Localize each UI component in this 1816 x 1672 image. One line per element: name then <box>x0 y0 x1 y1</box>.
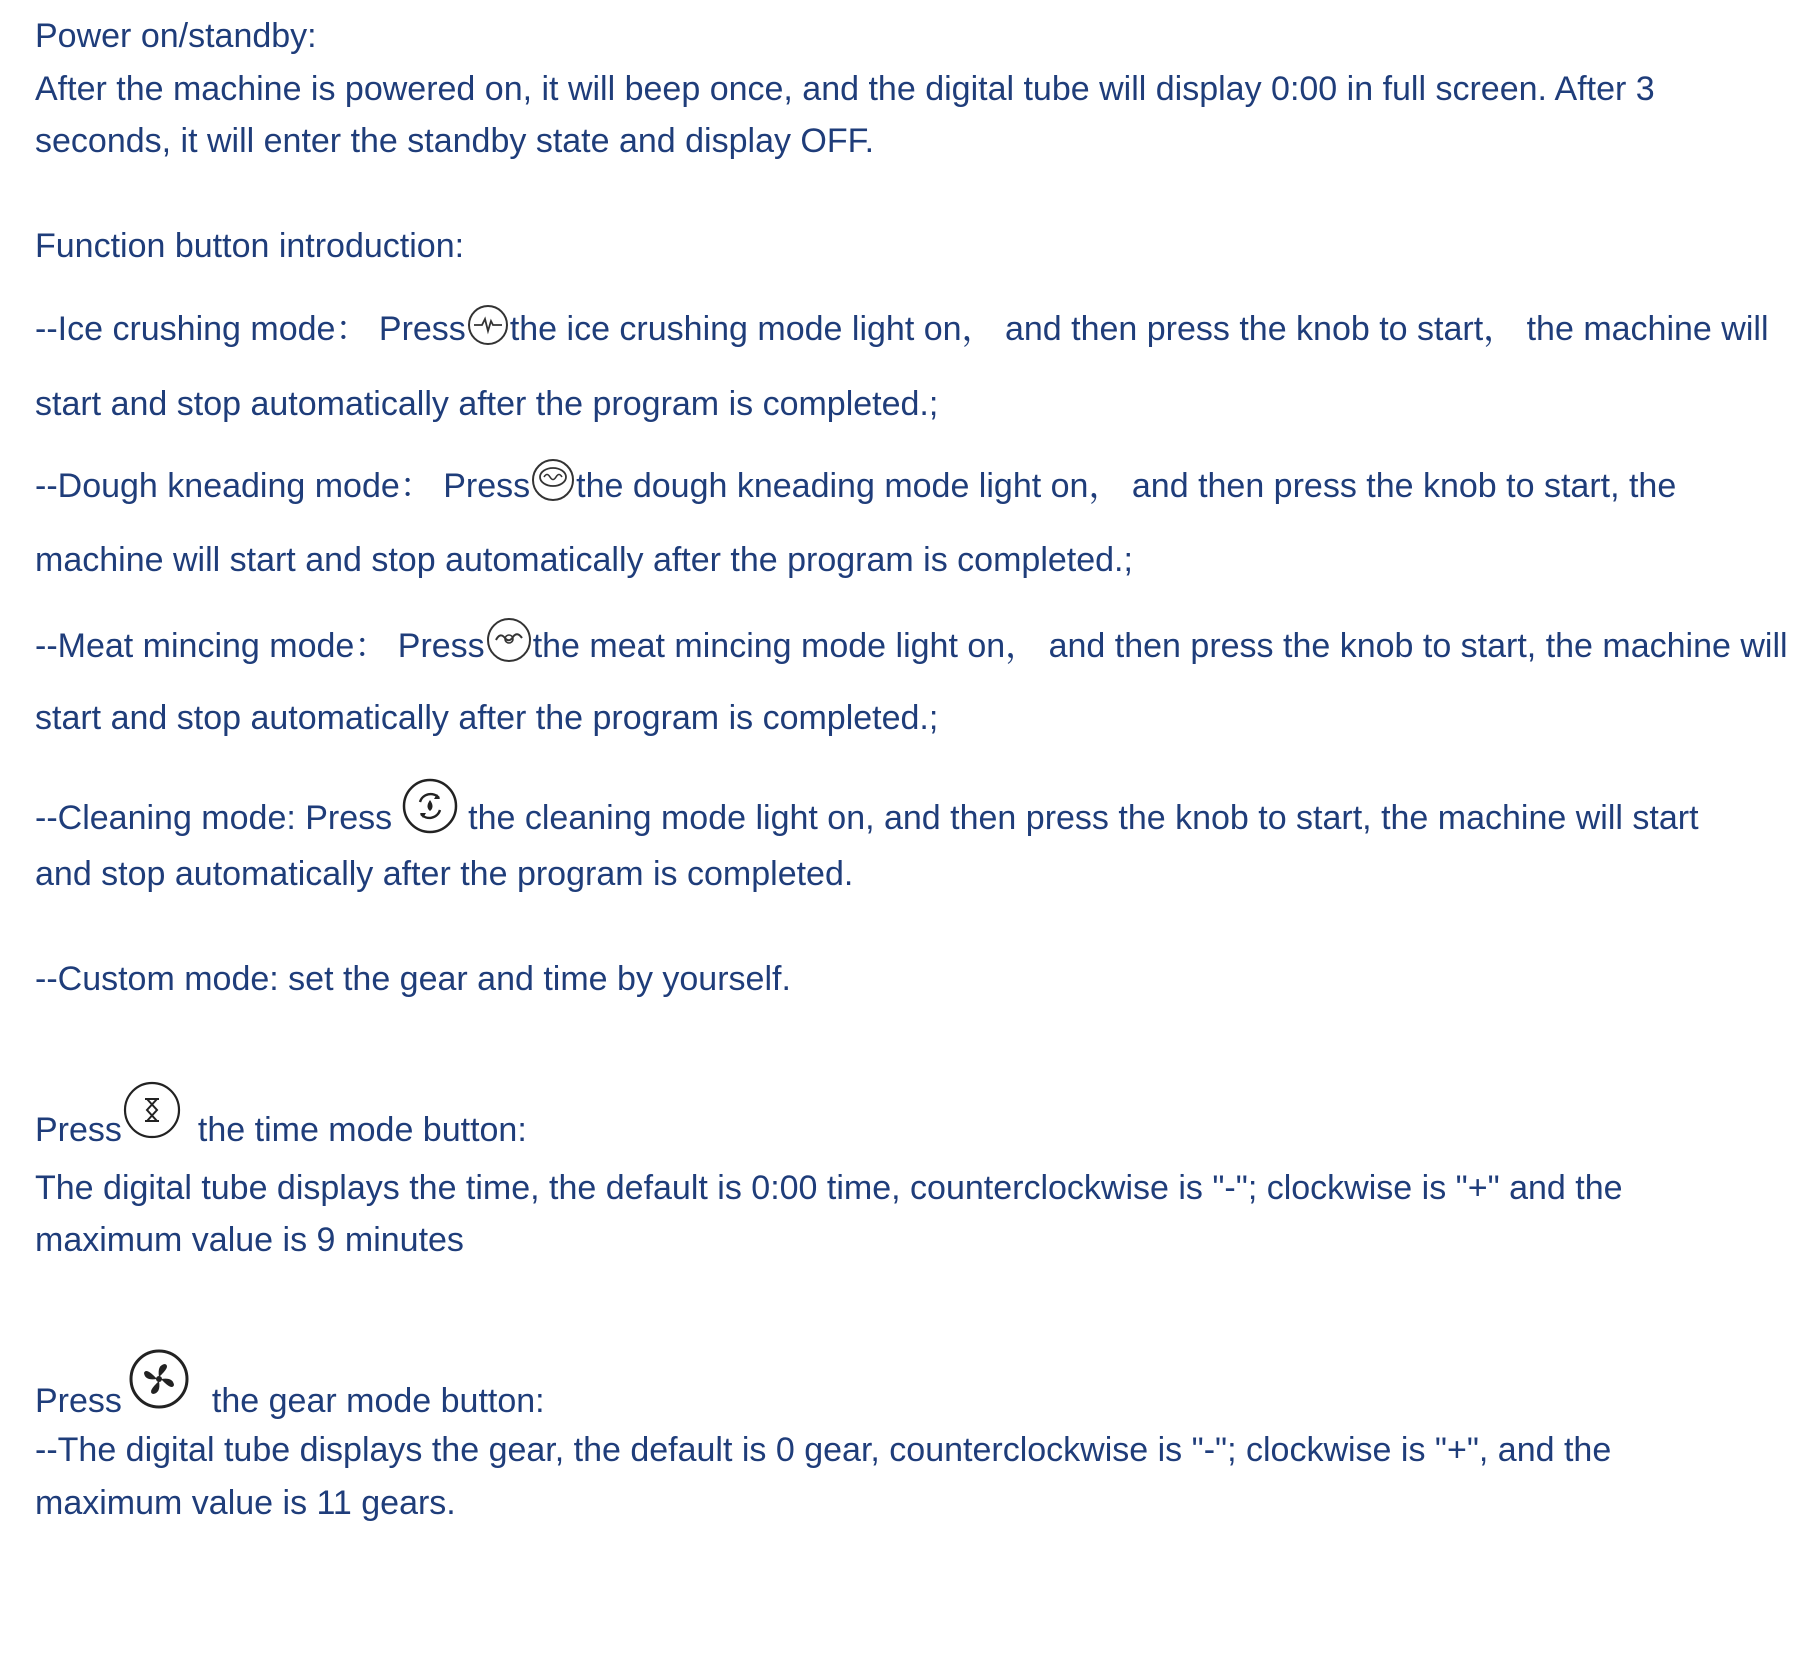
functions-heading: Function button introduction: <box>35 227 465 265</box>
ice-mode-line2: start and stop automatically after the program is completed.; <box>35 385 939 423</box>
fan-icon <box>128 1348 190 1410</box>
custom-mode-line: --Custom mode: set the gear and time by yourself. <box>35 960 791 998</box>
time-press-label: Press <box>35 1110 122 1149</box>
meat-mode-line2: start and stop automatically after the program is completed.; <box>35 699 939 737</box>
cleaning-mode-line2: and stop automatically after the program is completed. <box>35 855 854 893</box>
meat-mode-line <box>35 624 1788 672</box>
dough-kneading-icon <box>530 457 576 503</box>
gear-text-line2: maximum value is 11 gears. <box>35 1484 456 1522</box>
cleaning-mode-suffix: the cleaning mode light on, and then press the knob to start, the machine will start <box>468 798 1699 837</box>
time-mode-line <box>35 1102 527 1162</box>
dough-mode-prefix: --Dough kneading mode： Press <box>35 466 531 505</box>
time-text-line2: maximum value is 9 minutes <box>35 1221 464 1259</box>
dough-mode-suffix: the dough kneading mode light on， and then press the knob to start, the <box>576 466 1677 505</box>
dough-mode-line2: machine will start and stop automatically after the program is completed.; <box>35 541 1133 579</box>
time-text-line1: The digital tube displays the time, the default is 0:00 time, counterclockwise is "-"; clockwise is "+" and the <box>35 1169 1623 1207</box>
meat-mincing-icon <box>485 616 533 664</box>
power-text-line2: seconds, it will enter the standby state and display OFF. <box>35 122 875 160</box>
hourglass-icon <box>122 1080 182 1140</box>
cleaning-mode-prefix: --Cleaning mode: Press <box>35 798 393 837</box>
ice-mode-suffix: the ice crushing mode light on， and then press the knob to start， the machine will <box>509 310 1769 348</box>
meat-mode-suffix: the meat mincing mode light on， and then press the knob to start, the machine will <box>532 626 1788 665</box>
ice-mode-line <box>35 309 1769 353</box>
time-mode-label: the time mode button: <box>197 1110 527 1149</box>
gear-press-label: Press <box>35 1381 122 1420</box>
cleaning-mode-line <box>35 790 1699 850</box>
power-heading: Power on/standby: <box>35 17 317 55</box>
gear-text-line1: --The digital tube displays the gear, the default is 0 gear, counterclockwise is "-"; clockwise is "+", and the <box>35 1431 1612 1469</box>
gear-mode-label: the gear mode button: <box>211 1381 545 1420</box>
meat-mode-prefix: --Meat mincing mode： Press <box>35 626 485 665</box>
cleaning-icon <box>400 776 460 836</box>
gear-mode-line <box>35 1372 545 1434</box>
dough-mode-line <box>35 465 1676 511</box>
ice-mode-prefix: --Ice crushing mode： Press <box>35 310 466 348</box>
ice-crushing-icon <box>466 303 510 347</box>
power-text-line1: After the machine is powered on, it will beep once, and the digital tube will display 0:00 in full screen. After 3 <box>35 70 1655 108</box>
